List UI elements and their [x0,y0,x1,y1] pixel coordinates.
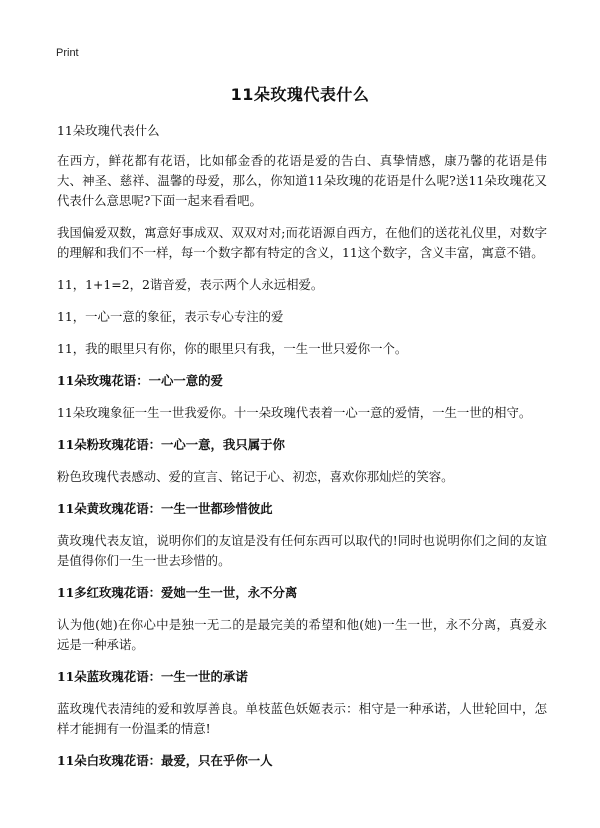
section-body: 认为他(她)在你心中是独一无二的是最完美的希望和他(她)一生一世，永不分离，真爱永远是一种承诺。 [57,617,547,652]
paragraph-meaning-3: 11，我的眼里只有你，你的眼里只有我，一生一世只爱你一个。 [57,341,408,356]
paragraph-numbers: 我国偏爱双数，寓意好事成双、双双对对;而花语源自西方，在他们的送花礼仪里，对数字的理解和我们不一样，每一个数字都有特定的含义，11这个数字，含义丰富，寓意不错。 [57,225,547,260]
section-heading: 11朵白玫瑰花语：最爱，只在乎你一人 [57,753,273,768]
print-label: Print [56,47,79,59]
section-heading: 11多红玫瑰花语：爱她一生一世，永不分离 [57,585,298,600]
section-body: 黄玫瑰代表友谊，说明你们的友谊是没有任何东西可以取代的!同时也说明你们之间的友谊是值得你们一生一世去珍惜的。 [57,533,547,568]
section-heading: 11朵蓝玫瑰花语：一生一世的承诺 [57,669,248,684]
article-body [57,121,547,783]
paragraph-meaning-1: 11，1+1=2，2谐音爱，表示两个人永远相爱。 [57,277,324,292]
section-body: 11朵玫瑰象征一生一世我爱你。十一朵玫瑰代表着一心一意的爱情，一生一世的相守。 [57,405,532,420]
section-body: 蓝玫瑰代表清纯的爱和敦厚善良。单枝蓝色妖姬表示：相守是一种承诺，人世轮回中，怎样才能拥有一份温柔的情意! [57,701,547,736]
article-subtitle: 11朵玫瑰代表什么 [57,123,160,138]
section-heading: 11朵粉玫瑰花语：一心一意，我只属于你 [57,437,285,452]
section-body: 粉色玫瑰代表感动、爱的宣言、铭记于心、初恋，喜欢你那灿烂的笑容。 [57,469,454,484]
section-heading: 11朵黄玫瑰花语：一生一世都珍惜彼此 [57,501,273,516]
section-heading: 11朵玫瑰花语：一心一意的爱 [57,373,223,388]
page-title: 11朵玫瑰代表什么 [230,85,370,104]
paragraph-meaning-2: 11，一心一意的象征，表示专心专注的爱 [57,309,284,324]
paragraph-intro: 在西方，鲜花都有花语，比如郁金香的花语是爱的告白、真挚情感，康乃馨的花语是伟大、神圣、慈祥、温馨的母爱，那么，你知道11朵玫瑰的花语是什么呢?送11朵玫瑰花又代表什么意思呢?下面一起来看看吧。 [57,153,547,208]
